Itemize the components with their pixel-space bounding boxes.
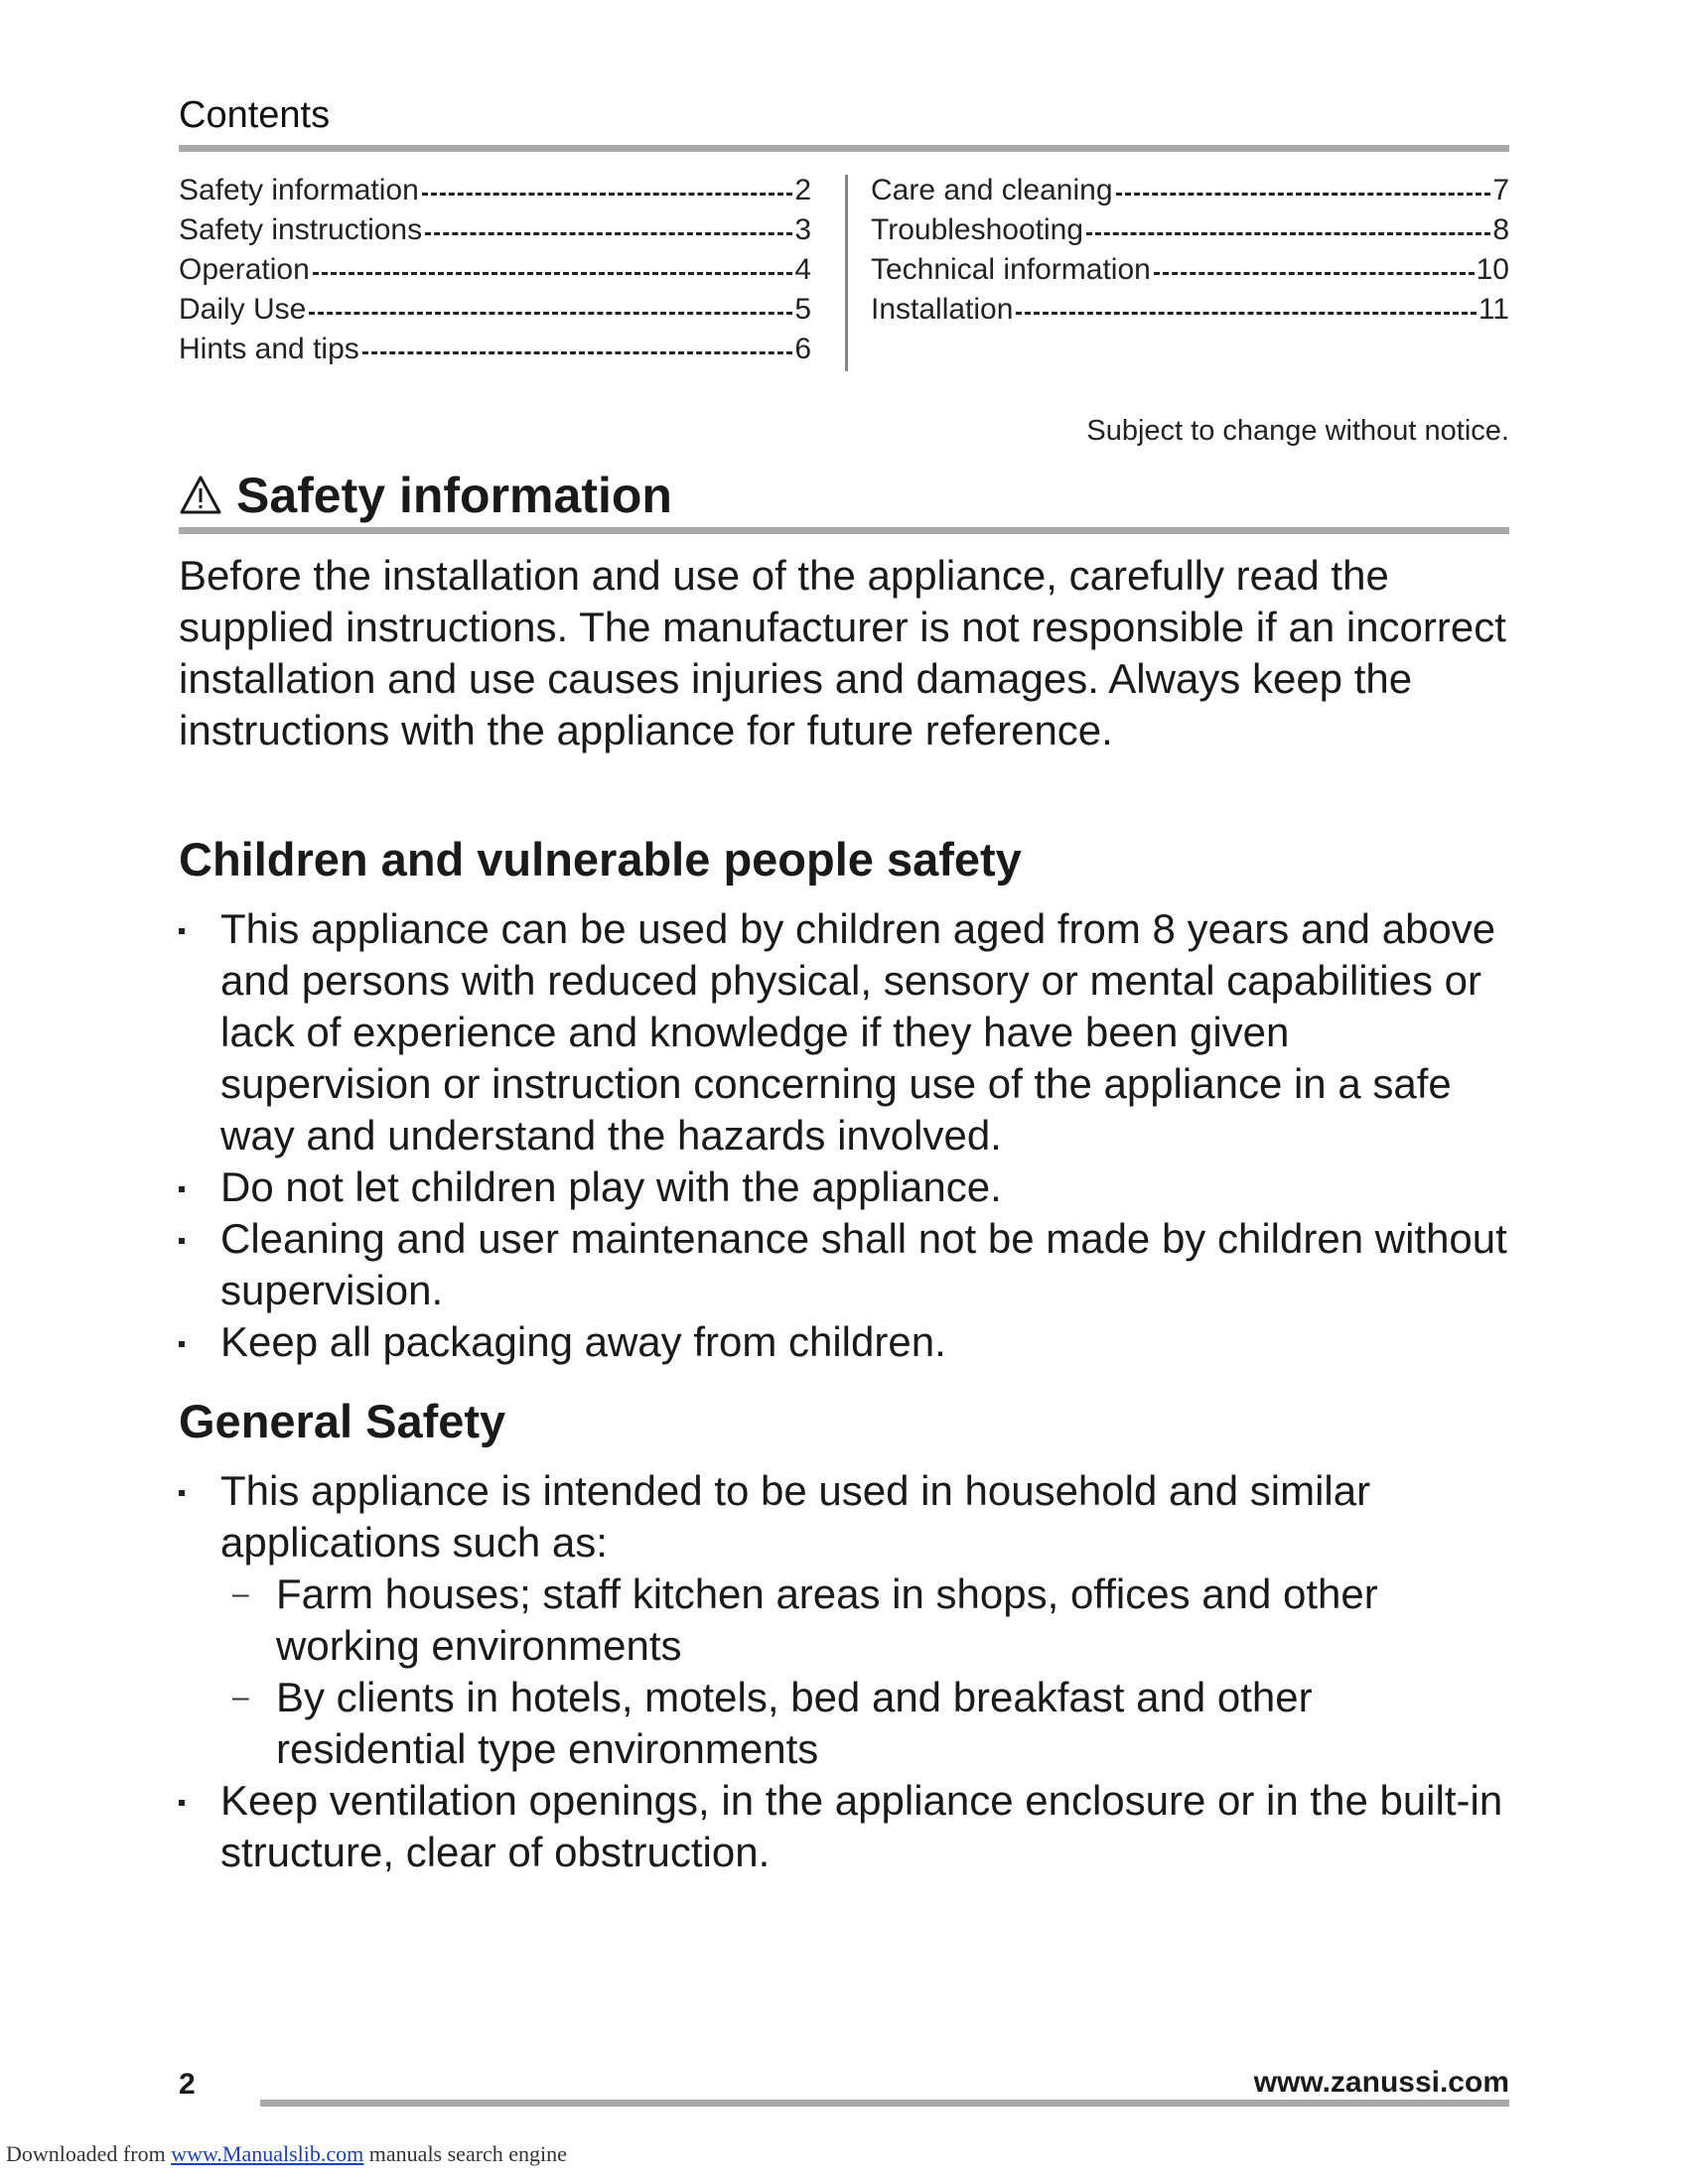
toc-entry[interactable] (871, 210, 1509, 250)
list-item: This appliance can be used by children aged from 8 years and above and persons with reduced physical, sensory or mental capabilities or lack of experience and knowledge if they have been given supervision or instruction concerning use of the appliance in a safe way and understand the hazards involved. (179, 903, 1509, 1161)
children-safety-heading: Children and vulnerable people safety (179, 833, 1022, 886)
toc-leader (313, 272, 793, 275)
download-suffix: manuals search engine (363, 2141, 567, 2166)
brand-url[interactable]: www.zanussi.com (1253, 2066, 1509, 2099)
toc-leader (362, 351, 793, 354)
download-note (6, 2140, 567, 2168)
toc-entry-label: Safety information (179, 174, 419, 206)
change-notice: Subject to change without notice. (1086, 415, 1509, 447)
list-item: Do not let children play with the appliance. (179, 1161, 1509, 1213)
toc-leader (1154, 272, 1475, 275)
toc-entry-label: Hints and tips (179, 333, 359, 365)
list-item-text: This appliance is intended to be used in household and similar applications such as: (220, 1467, 1371, 1566)
toc-leader (309, 312, 792, 315)
toc-entry-page: 11 (1477, 293, 1509, 326)
toc-entry-label: Installation (871, 293, 1014, 326)
toc-entry-page: 2 (794, 174, 811, 206)
toc-entry-page: 4 (794, 253, 811, 286)
toc-entry[interactable] (179, 250, 811, 290)
toc-left-column (179, 171, 811, 369)
children-safety-list (179, 903, 1509, 1368)
toc-entry[interactable] (871, 290, 1509, 330)
toc-entry[interactable] (179, 210, 811, 250)
safety-information-heading (179, 467, 672, 524)
safety-intro: Before the installation and use of the appliance, carefully read the supplied instructions. The manufacturer is not responsible if an incorrect installation and use causes injuries and damages. Always keep the instructions with the appliance for future reference. (179, 552, 1506, 753)
footer-rule (260, 2100, 1509, 2107)
toc-entry-label: Operation (179, 253, 310, 286)
toc-entry-page: 5 (794, 293, 811, 326)
toc-entry-page: 6 (794, 333, 811, 365)
list-item: Keep all packaging away from children. (179, 1316, 1509, 1368)
toc-entry-label: Care and cleaning (871, 174, 1113, 206)
general-safety-heading: General Safety (179, 1395, 506, 1447)
general-safety-list (179, 1465, 1509, 1878)
toc-entry-label: Technical information (871, 253, 1151, 286)
download-prefix: Downloaded from (6, 2141, 172, 2166)
list-item (179, 1465, 1509, 1775)
sub-list-item: – Farm houses; staff kitchen areas in shops, offices and other working environments (220, 1569, 1509, 1672)
toc-entry-label: Safety instructions (179, 213, 423, 246)
toc-entry[interactable] (179, 330, 811, 369)
toc-leader (1016, 312, 1476, 315)
toc-entry-page: 7 (1492, 174, 1509, 206)
toc-entry[interactable] (179, 171, 811, 210)
page-number: 2 (179, 2068, 196, 2101)
toc-right-column (871, 171, 1509, 330)
toc-entry[interactable] (871, 171, 1509, 210)
list-item: Keep ventilation openings, in the appliance enclosure or in the built-in structure, clear of obstruction. (179, 1775, 1509, 1878)
sub-list-item: – By clients in hotels, motels, bed and breakfast and other residential type environments (220, 1672, 1509, 1775)
toc-entry-page: 8 (1492, 213, 1509, 246)
toc-entry-page: 10 (1476, 253, 1509, 286)
toc-leader (422, 193, 793, 196)
toc-leader (1116, 193, 1491, 196)
sub-list (220, 1569, 1509, 1775)
safety-information-title: Safety information (236, 468, 672, 523)
toc-entry-label: Troubleshooting (871, 213, 1084, 246)
toc-entry[interactable] (871, 250, 1509, 290)
contents-rule (179, 145, 1509, 152)
toc-entry-label: Daily Use (179, 293, 307, 326)
toc-entry[interactable] (179, 290, 811, 330)
safety-rule (179, 527, 1509, 534)
contents-title: Contents (179, 94, 331, 136)
toc-leader (1086, 232, 1490, 235)
toc-column-divider (845, 175, 848, 371)
manualslib-link[interactable]: www.Manualslib.com (171, 2141, 364, 2166)
toc-entry-page: 3 (794, 213, 811, 246)
toc-leader (425, 232, 792, 235)
list-item: Cleaning and user maintenance shall not be made by children without supervision. (179, 1213, 1509, 1316)
warning-triangle-icon (179, 474, 222, 517)
